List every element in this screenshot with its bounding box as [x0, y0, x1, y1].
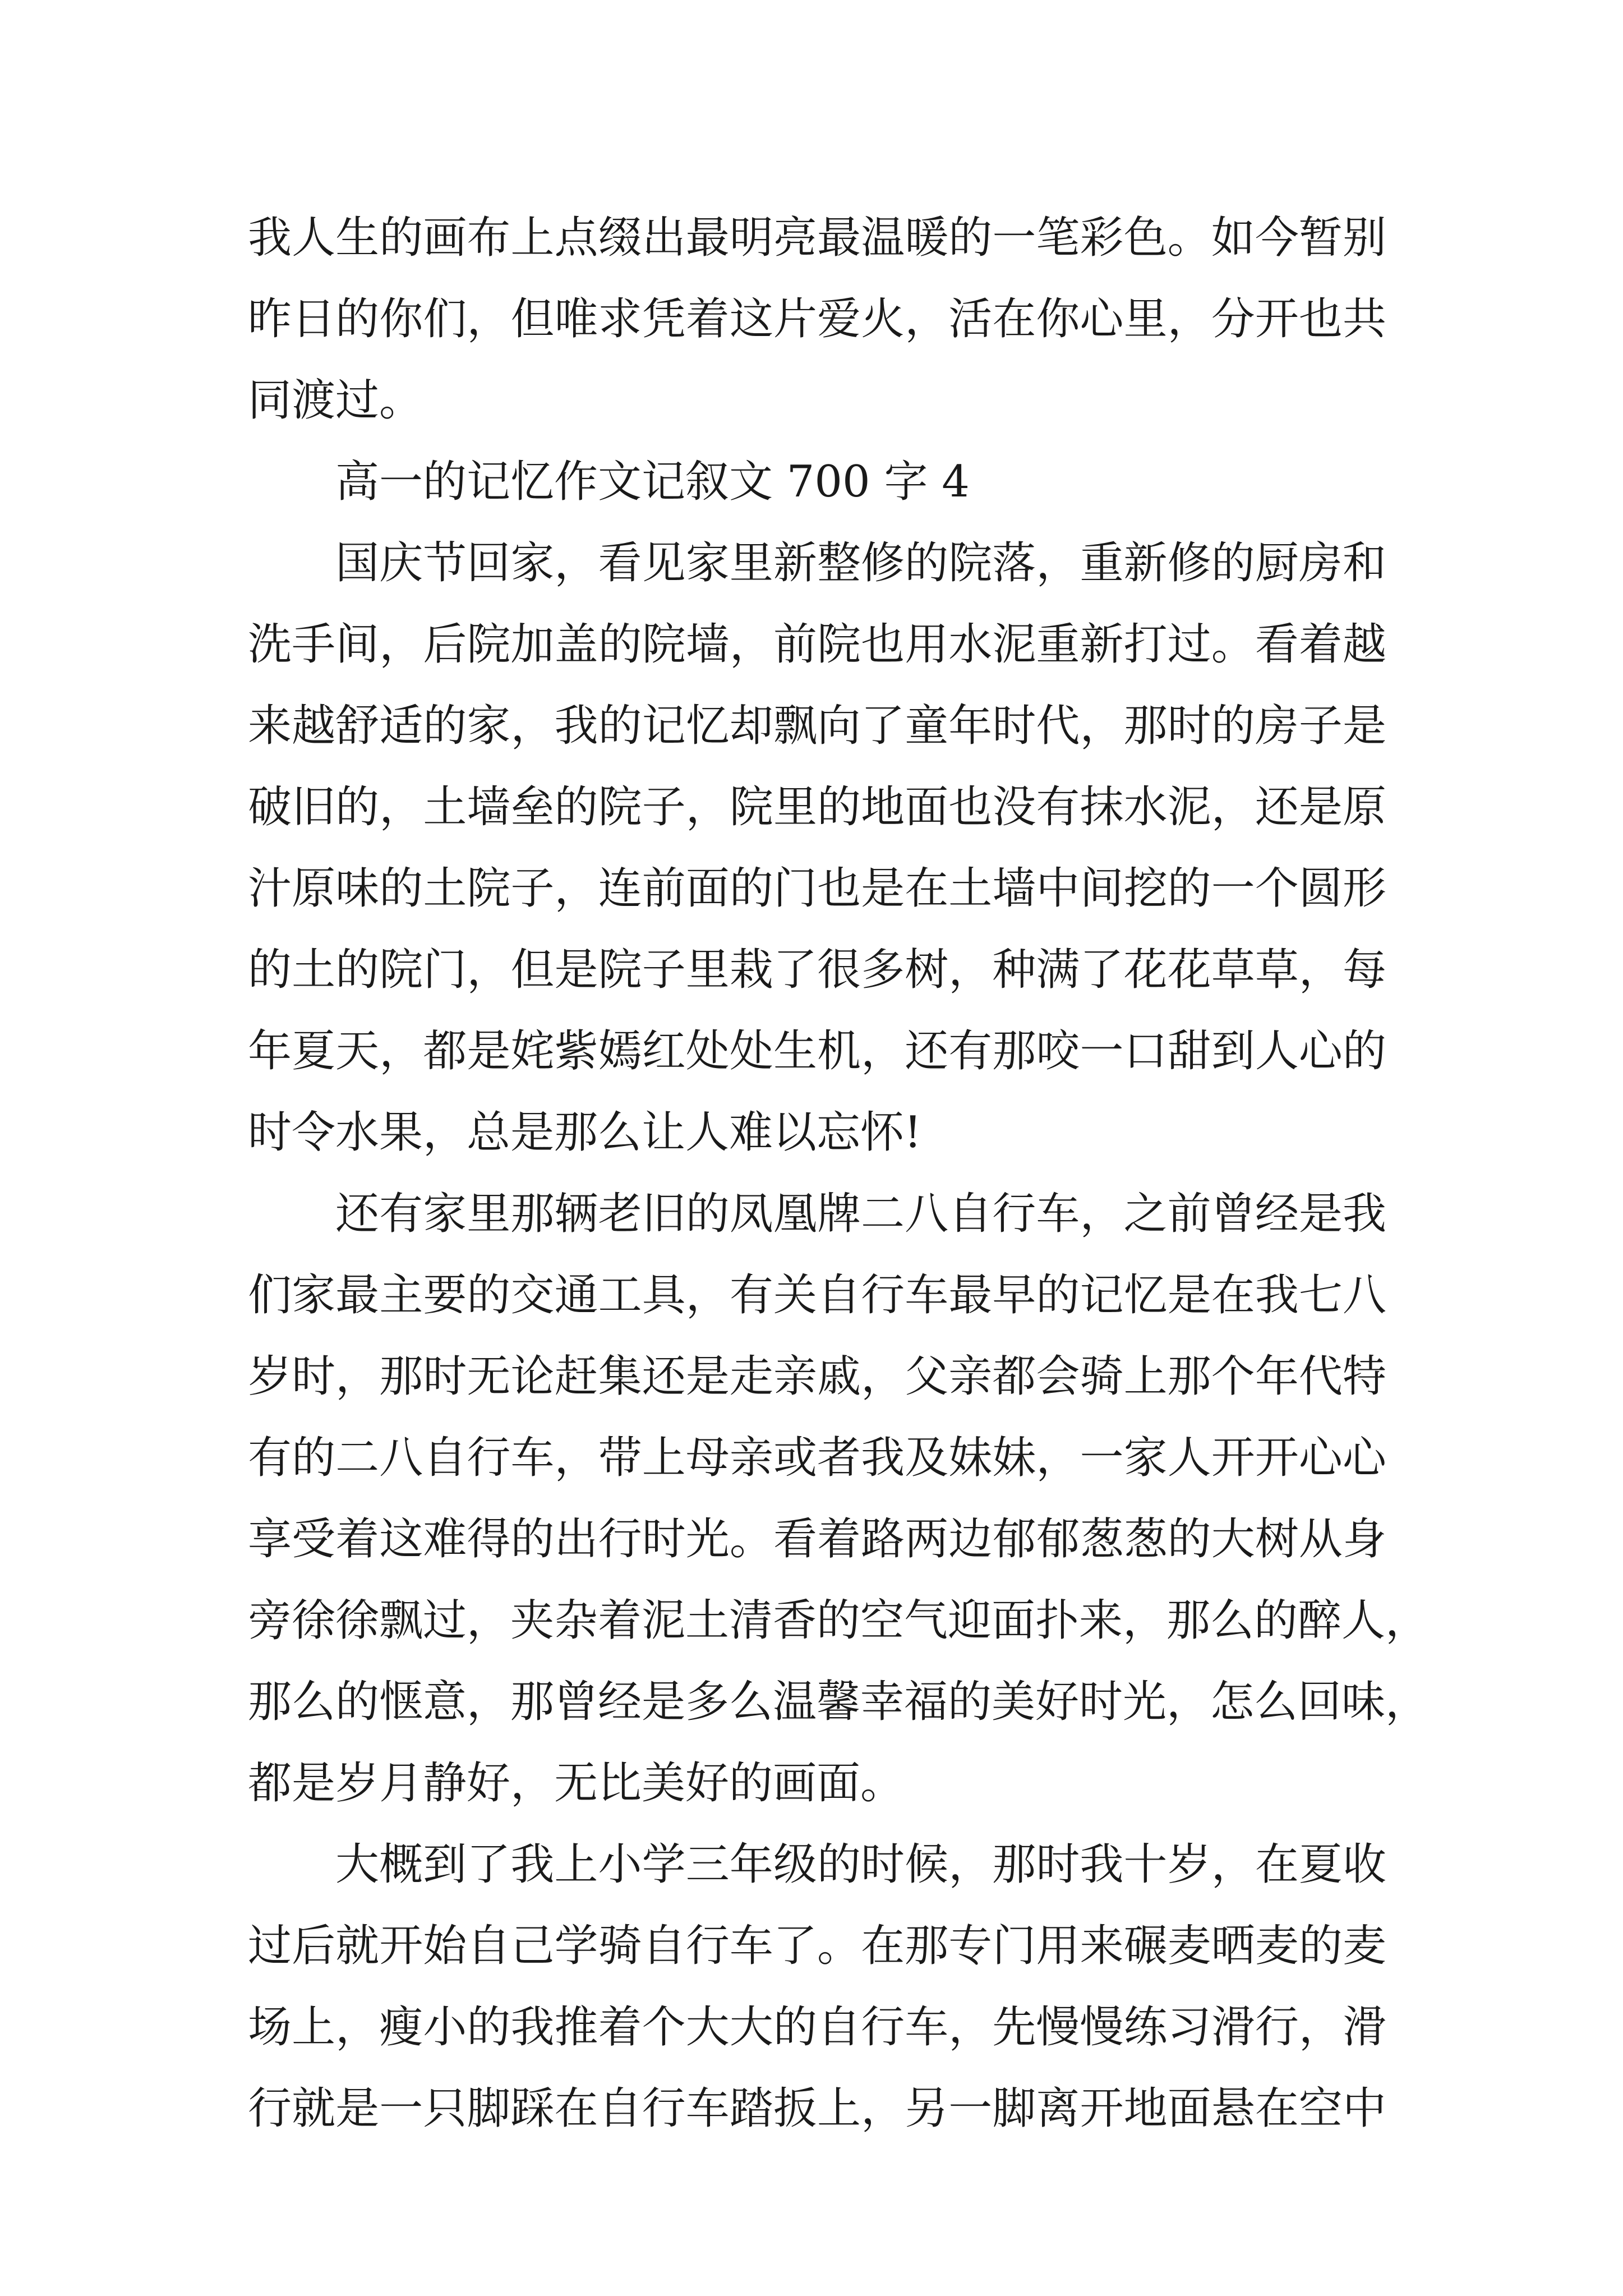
- text-line: 那么的惬意，那曾经是多么温馨幸福的美好时光，怎么回味，: [248, 1677, 1430, 1727]
- text-line: 有的二八自行车，带上母亲或者我及妹妹，一家人开开心心: [248, 1433, 1386, 1483]
- text-line: 们家最主要的交通工具，有关自行车最早的记忆是在我七八: [248, 1270, 1386, 1320]
- text-line: 高一的记忆作文记叙文 700 字 4: [335, 457, 970, 507]
- text-line: 国庆节回家，看见家里新整修的院落，重新修的厨房和: [335, 538, 1386, 588]
- text-line: 的土的院门，但是院子里栽了很多树，种满了花花草草，每: [248, 945, 1386, 995]
- text-line: 年夏天，都是姹紫嫣红处处生机，还有那咬一口甜到人心的: [248, 1026, 1386, 1076]
- text-line: 同渡过。: [248, 375, 423, 426]
- text-line: 大概到了我上小学三年级的时候，那时我十岁，在夏收: [335, 1839, 1386, 1890]
- text-line: 昨日的你们，但唯求凭着这片爱火，活在你心里，分开也共: [248, 294, 1386, 344]
- text-line: 洗手间，后院加盖的院墙，前院也用水泥重新打过。看着越: [248, 619, 1386, 670]
- text-line: 行就是一只脚踩在自行车踏扳上，另一脚离开地面悬在空中: [248, 2083, 1386, 2134]
- text-line: 我人生的画布上点缀出最明亮最温暖的一笔彩色。如今暂别: [248, 213, 1386, 263]
- text-line: 破旧的，土墙垒的院子，院里的地面也没有抹水泥，还是原: [248, 782, 1386, 832]
- text-line: 都是岁月静好，无比美好的画面。: [248, 1758, 905, 1809]
- text-line: 场上，瘦小的我推着个大大的自行车，先慢慢练习滑行，滑: [248, 2002, 1386, 2053]
- text-line: 过后就开始自己学骑自行车了。在那专门用来碾麦晒麦的麦: [248, 1921, 1386, 1971]
- text-line: 岁时，那时无论赶集还是走亲戚，父亲都会骑上那个年代特: [248, 1351, 1386, 1402]
- text-line: 享受着这难得的出行时光。看着路两边郁郁葱葱的大树从身: [248, 1514, 1386, 1565]
- text-line: 还有家里那辆老旧的凤凰牌二八自行车，之前曾经是我: [335, 1189, 1386, 1239]
- text-line: 旁徐徐飘过，夹杂着泥土清香的空气迎面扑来，那么的醉人，: [248, 1595, 1430, 1646]
- document-body: [248, 197, 1430, 2150]
- text-line: 来越舒适的家，我的记忆却飘向了童年时代，那时的房子是: [248, 701, 1386, 751]
- text-line: 汁原味的土院子，连前面的门也是在土墙中间挖的一个圆形: [248, 863, 1386, 914]
- text-line: 时令水果，总是那么让人难以忘怀!: [248, 1107, 922, 1158]
